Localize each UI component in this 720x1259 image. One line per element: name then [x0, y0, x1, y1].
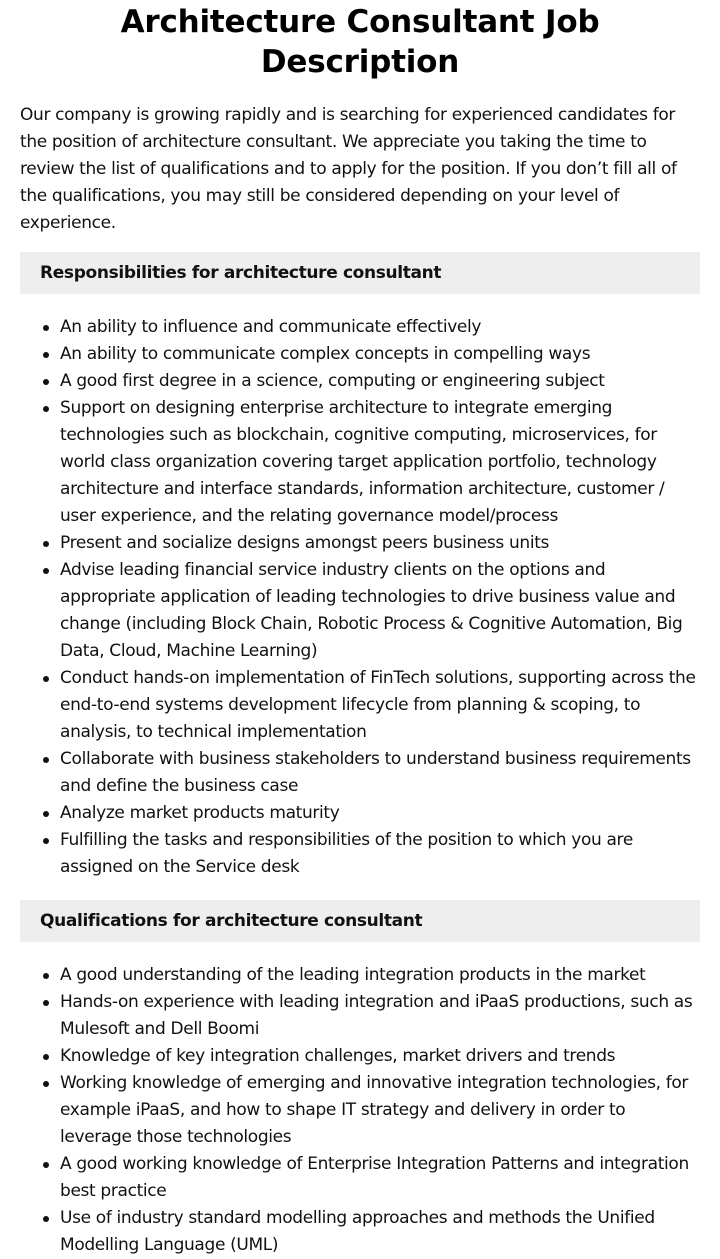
- list-item: Knowledge of key integration challenges, market drivers and trends: [60, 1043, 700, 1070]
- qualifications-list: [20, 962, 700, 1259]
- list-item: Use of industry standard modelling approaches and methods the Unified Modelling Language (UML): [60, 1205, 700, 1259]
- list-item: A good first degree in a science, computing or engineering subject: [60, 368, 700, 395]
- list-item: Hands-on experience with leading integration and iPaaS productions, such as Mulesoft and Dell Boomi: [60, 989, 700, 1043]
- list-item: An ability to communicate complex concepts in compelling ways: [60, 341, 700, 368]
- list-item: Conduct hands-on implementation of FinTech solutions, supporting across the end-to-end systems development lifecycle from planning & scoping, to analysis, to technical implementation: [60, 665, 700, 746]
- list-item: Present and socialize designs amongst peers business units: [60, 530, 700, 557]
- intro-paragraph: Our company is growing rapidly and is searching for experienced candidates for the position of architecture consultant. We appreciate you taking the time to review the list of qualifications and to apply for the position. If you don’t fill all of the qualifications, you may still be considered depending on your level of experience.: [20, 105, 677, 233]
- list-item: A good understanding of the leading integration products in the market: [60, 962, 700, 989]
- list-item: Fulfilling the tasks and responsibilities of the position to which you are assigned on the Service desk: [60, 827, 700, 881]
- page-title: Architecture Consultant Job Description: [120, 4, 600, 80]
- list-item: An ability to influence and communicate effectively: [60, 314, 700, 341]
- list-item: Analyze market products maturity: [60, 800, 700, 827]
- list-item: Advise leading financial service industry clients on the options and appropriate application of leading technologies to drive business value and change (including Block Chain, Robotic Process & Cognitive Automation, Big Data, Cloud, Machine Learning): [60, 557, 700, 665]
- list-item: Collaborate with business stakeholders to understand business requirements and define the business case: [60, 746, 700, 800]
- list-item: Support on designing enterprise architecture to integrate emerging technologies such as blockchain, cognitive computing, microservices, for world class organization covering target application portfolio, technology architecture and interface standards, information architecture, customer / user experience, and the relating governance model/process: [60, 395, 700, 530]
- list-item: Working knowledge of emerging and innovative integration technologies, for example iPaaS, and how to shape IT strategy and delivery in order to leverage those technologies: [60, 1070, 700, 1151]
- qualifications-heading: Qualifications for architecture consultant: [20, 900, 700, 942]
- responsibilities-heading: Responsibilities for architecture consultant: [20, 252, 700, 294]
- list-item: A good working knowledge of Enterprise Integration Patterns and integration best practice: [60, 1151, 700, 1205]
- responsibilities-list: [20, 314, 700, 881]
